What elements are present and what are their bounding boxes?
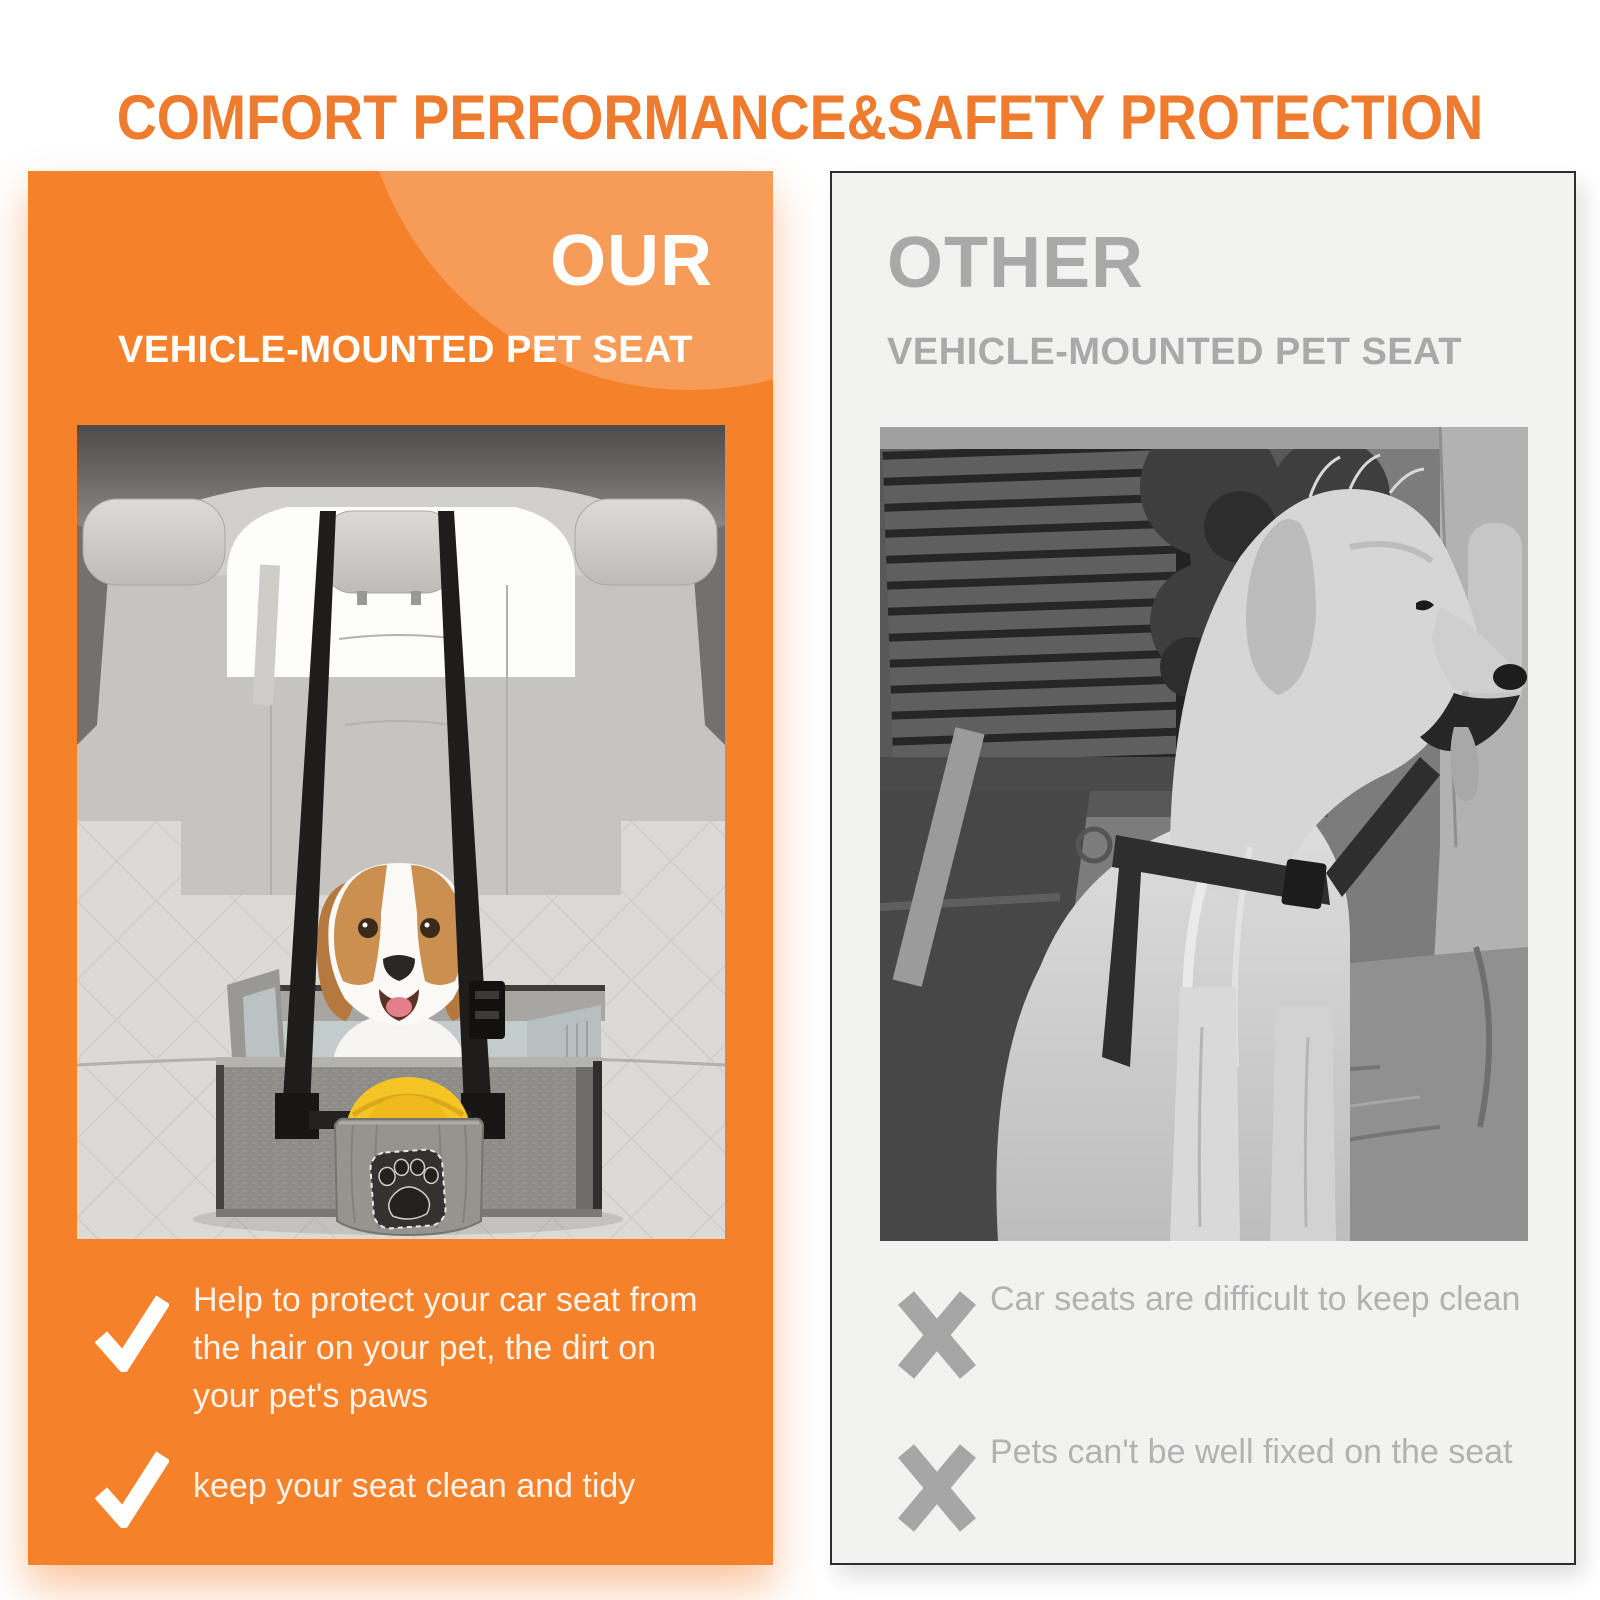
cross-icon bbox=[898, 1288, 976, 1382]
page-title: COMFORT PERFORMANCE&SAFETY PROTECTION bbox=[116, 83, 1484, 154]
our-product-photo bbox=[77, 425, 725, 1239]
our-heading: OUR bbox=[550, 221, 713, 301]
other-panel bbox=[830, 171, 1576, 1565]
other-drawback-text: Pets can't be well fixed on the seat bbox=[990, 1433, 1513, 1471]
check-icon bbox=[95, 1292, 169, 1372]
loose-dog-scene-illustration bbox=[880, 427, 1528, 1241]
our-benefit-text: keep your seat clean and tidy bbox=[193, 1467, 636, 1505]
our-subheading: VEHICLE-MOUNTED PET SEAT bbox=[118, 329, 693, 371]
our-benefit-text: Help to protect your car seat from the hair on your pet, the dirt on your pet's paws bbox=[193, 1281, 698, 1415]
other-heading: OTHER bbox=[887, 223, 1144, 303]
paw-print-icon bbox=[369, 1149, 446, 1230]
other-drawback-row bbox=[898, 1268, 1550, 1382]
pet-seat-scene-illustration bbox=[77, 425, 725, 1239]
our-panel bbox=[28, 171, 773, 1565]
check-icon bbox=[95, 1448, 169, 1528]
cross-icon bbox=[898, 1441, 976, 1535]
our-benefit-row bbox=[95, 1448, 723, 1528]
our-benefit-row bbox=[95, 1276, 723, 1420]
other-drawback-text: Car seats are difficult to keep clean bbox=[990, 1280, 1521, 1318]
other-subheading: VEHICLE-MOUNTED PET SEAT bbox=[887, 331, 1462, 373]
other-product-photo bbox=[880, 427, 1528, 1241]
other-drawback-row bbox=[898, 1421, 1550, 1535]
